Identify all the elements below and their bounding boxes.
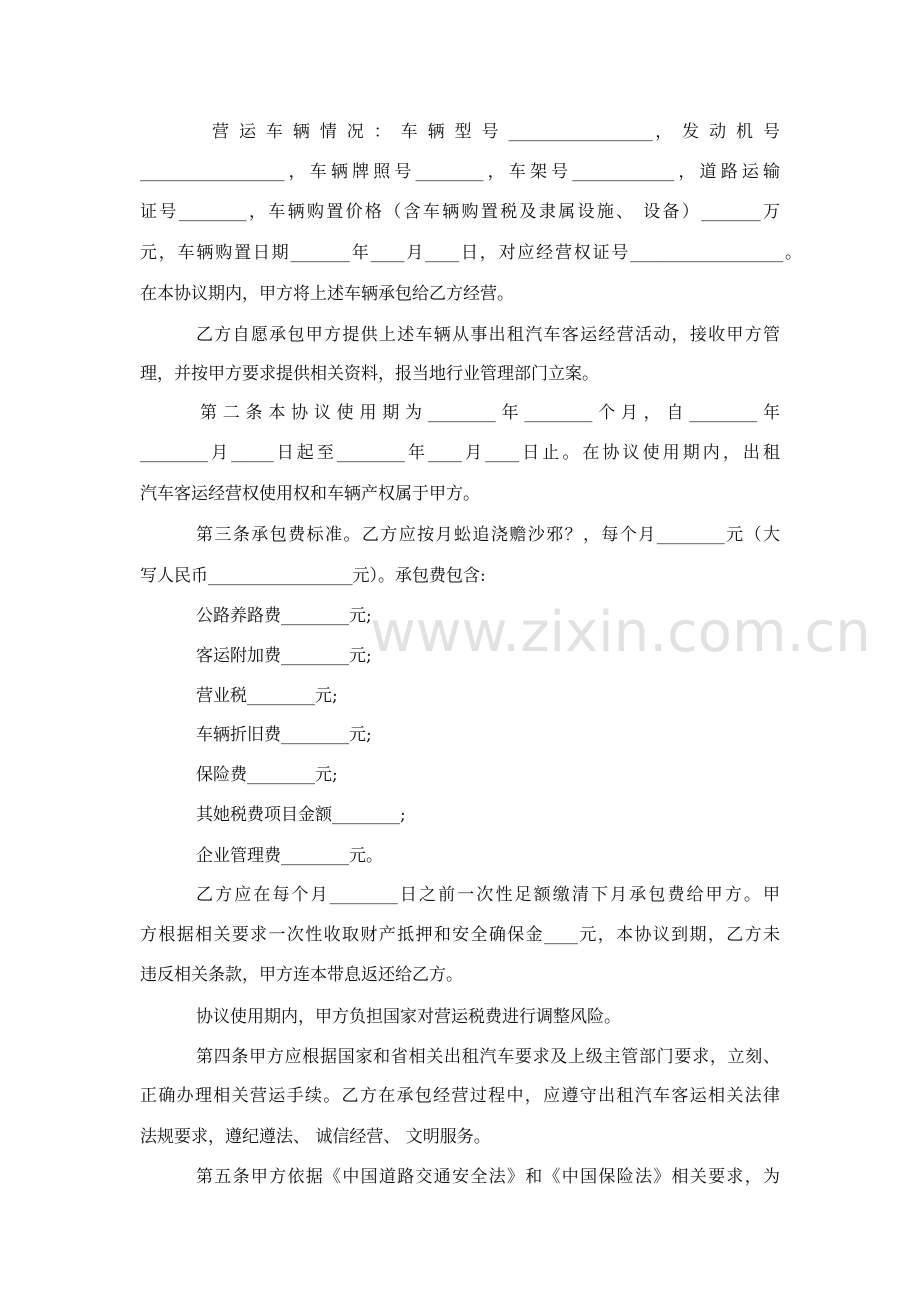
text-line: 第四条甲方应根据国家和省相关出租汽车要求及上级主管部门要求，立刻、 [196,1047,780,1067]
text-line: 理，并按甲方要求提供相关资料，报当地行业管理部门立案。 [140,364,599,384]
text-line: 元，车辆购置日期_______年____月____日，对应经营权证号__________________。 [140,243,802,263]
text-line: 乙方自愿承包甲方提供上述车辆从事出租汽车客运经营活动，接收甲方管 [196,325,780,345]
text-line: 汽车客运经营权使用权和车辆产权属于甲方。 [140,484,480,504]
text-line: 营 运 车 辆 情 况 ： 车 辆 型 号 _________________， 发 动 机 号 [212,122,780,142]
fee-item: 营业税________元; [196,686,338,706]
text-line: 法规要求，遵纪遵法、 诚信经营、 文明服务。 [140,1127,491,1147]
text-line: 违反相关条款，甲方连本带息返还给乙方。 [140,965,463,985]
watermark: www.zixin.com.cn [370,600,871,665]
text-line: _________________，车辆牌照号________，车架号____________，道路运输 [140,162,780,182]
fee-item: 企业管理费________元。 [196,846,383,866]
text-line: ________月_____日起至________年____月____日止。在协议使用期内，出租 [140,443,780,463]
text-line: 正确办理相关营运手续。乙方在承包经营过程中，应遵守出租汽车客运相关法律 [140,1086,780,1106]
fee-item: 客运附加费________元; [196,646,372,666]
text-line: 在本协议期内，甲方将上述车辆承包给乙方经营。 [140,284,514,304]
text-line: 第三条承包费标准。乙方应按月蚣追浇赡沙邪？，每个月________元（大 [196,525,780,545]
fee-item: 保险费________元; [196,765,338,785]
fee-item: 其她税费项目金额________; [196,805,406,825]
fee-item: 车辆折旧费________元; [196,725,372,745]
text-line: 方根据相关要求一次性收取财产抵押和安全确保金____元，本协议到期，乙方未 [140,925,780,945]
fee-item: 公路养路费________元; [196,606,372,626]
text-line: 第五条甲方依据《中国道路交通安全法》和《中国保险法》相关要求，为 [196,1167,780,1187]
text-line: 乙方应在每个月________日之前一次性足额缴清下月承包费给甲方。甲 [196,885,780,905]
text-line: 协议使用期内，甲方负担国家对营运税费进行调整风险。 [196,1007,621,1027]
text-line: 第二条本协议使用期为________年________个月，自________年 [200,403,780,423]
text-line: 写人民币_________________元）。承包费包含: [140,566,486,586]
text-line: 证号________，车辆购置价格（含车辆购置税及隶属设施、 设备）_______万 [140,202,780,222]
